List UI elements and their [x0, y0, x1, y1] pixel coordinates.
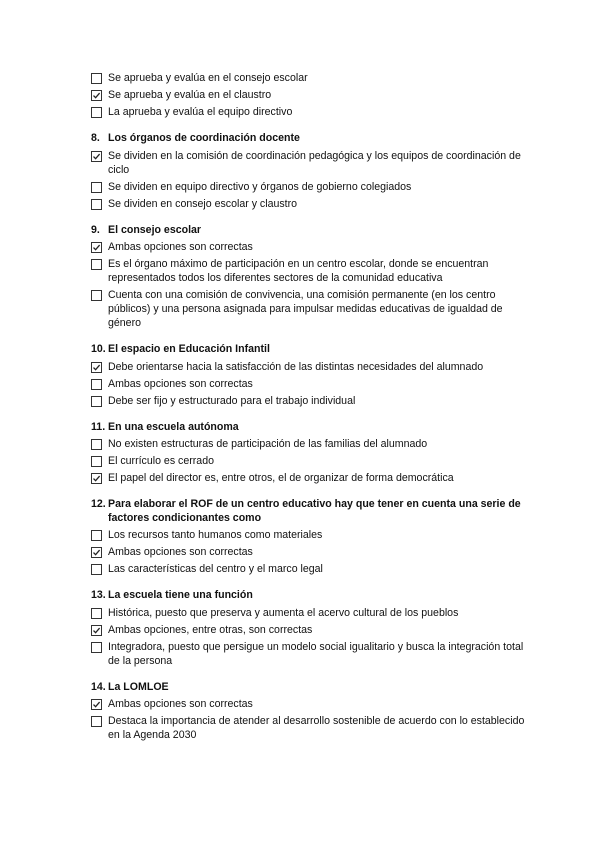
- option-label: Ambas opciones son correctas: [108, 698, 253, 710]
- option-label: El currículo es cerrado: [108, 455, 214, 467]
- checkbox-icon[interactable]: [91, 530, 102, 541]
- option-label: No existen estructuras de participación de las familias del alumnado: [108, 438, 428, 450]
- option-label: El papel del director es, entre otros, el de organizar de forma democrática: [108, 472, 454, 484]
- answer-option[interactable]: [91, 394, 531, 408]
- question-14: [91, 681, 531, 743]
- answer-option[interactable]: [91, 240, 531, 254]
- option-label: Ambas opciones son correctas: [108, 377, 253, 390]
- question-text: La LOMLOE: [108, 680, 169, 693]
- question-title: [91, 681, 531, 695]
- answer-option[interactable]: [91, 88, 531, 102]
- question-continued: [91, 71, 531, 119]
- option-label: Se dividen en la comisión de coordinación pedagógica y los equipos de coordinación de ciclo: [108, 149, 521, 176]
- checkbox-icon[interactable]: [91, 564, 102, 575]
- answer-option[interactable]: [91, 623, 531, 637]
- option-label: Integradora, puesto que persigue un modelo social igualitario y busca la integración total de la persona: [108, 640, 524, 667]
- question-11: [91, 421, 531, 486]
- question-number: 9.: [91, 223, 100, 236]
- checked-checkbox-icon[interactable]: [91, 699, 102, 710]
- checked-checkbox-icon[interactable]: [91, 90, 102, 101]
- option-label: Es el órgano máximo de participación en un centro escolar, donde se encuentran representados todos los diferentes sectores de la comunidad educativa: [108, 258, 489, 284]
- question-text: Los órganos de coordinación docente: [108, 132, 300, 144]
- question-text: El consejo escolar: [108, 223, 202, 236]
- question-title: [91, 421, 531, 435]
- option-label: Ambas opciones, entre otras, son correctas: [108, 623, 313, 636]
- answer-option[interactable]: [91, 562, 531, 576]
- answer-option[interactable]: [91, 257, 531, 285]
- checked-checkbox-icon[interactable]: [91, 242, 102, 253]
- question-number: 10.: [91, 343, 106, 355]
- answer-option[interactable]: [91, 71, 531, 85]
- option-label: Los recursos tanto humanos como materiales: [108, 529, 323, 541]
- checkbox-icon[interactable]: [91, 642, 102, 653]
- checked-checkbox-icon[interactable]: [91, 547, 102, 558]
- answer-option[interactable]: [91, 528, 531, 542]
- checkbox-icon[interactable]: [91, 182, 102, 193]
- question-title: [91, 343, 531, 357]
- option-label: Se aprueba y evalúa en el claustro: [108, 89, 272, 101]
- checkbox-icon[interactable]: [91, 107, 102, 118]
- answer-option[interactable]: [91, 471, 531, 485]
- answer-option[interactable]: [91, 377, 531, 391]
- answer-option[interactable]: [91, 360, 531, 374]
- checkbox-icon[interactable]: [91, 456, 102, 467]
- option-label: Debe orientarse hacia la satisfacción de las distintas necesidades del alumnado: [108, 360, 484, 373]
- question-text: El espacio en Educación Infantil: [108, 343, 270, 355]
- question-text: En una escuela autónoma: [108, 420, 239, 433]
- option-label: Se dividen en equipo directivo y órganos de gobierno colegiados: [108, 180, 412, 193]
- answer-option[interactable]: [91, 180, 531, 194]
- quiz-content: [91, 71, 531, 745]
- checked-checkbox-icon[interactable]: [91, 362, 102, 373]
- option-label: Debe ser fijo y estructurado para el trabajo individual: [108, 394, 356, 407]
- question-text: La escuela tiene una función: [108, 589, 253, 601]
- answer-option[interactable]: [91, 288, 531, 330]
- checkbox-icon[interactable]: [91, 396, 102, 407]
- question-number: 12.: [91, 498, 106, 510]
- question-8: [91, 132, 531, 211]
- checked-checkbox-icon[interactable]: [91, 473, 102, 484]
- question-number: 14.: [91, 680, 106, 693]
- checkbox-icon[interactable]: [91, 439, 102, 450]
- option-label: La aprueba y evalúa el equipo directivo: [108, 106, 293, 118]
- checkbox-icon[interactable]: [91, 608, 102, 619]
- question-text: Para elaborar el ROF de un centro educativo hay que tener en cuenta una serie de factores condicionantes como: [108, 498, 521, 524]
- answer-option[interactable]: [91, 437, 531, 451]
- option-label: Ambas opciones son correctas: [108, 241, 253, 253]
- answer-option[interactable]: [91, 606, 531, 620]
- question-10: [91, 343, 531, 408]
- checkbox-icon[interactable]: [91, 73, 102, 84]
- checkbox-icon[interactable]: [91, 379, 102, 390]
- question-13: [91, 589, 531, 668]
- question-12: [91, 498, 531, 576]
- checkbox-icon[interactable]: [91, 259, 102, 270]
- question-9: [91, 224, 531, 331]
- question-title: [91, 224, 531, 238]
- question-title: [91, 498, 531, 525]
- question-number: 8.: [91, 132, 100, 144]
- answer-option[interactable]: [91, 714, 531, 742]
- checked-checkbox-icon[interactable]: [91, 151, 102, 162]
- question-title: [91, 132, 531, 146]
- question-title: [91, 589, 531, 603]
- checkbox-icon[interactable]: [91, 716, 102, 727]
- option-label: Las características del centro y el marco legal: [108, 563, 323, 575]
- checkbox-icon[interactable]: [91, 199, 102, 210]
- checkbox-icon[interactable]: [91, 290, 102, 301]
- answer-option[interactable]: [91, 105, 531, 119]
- answer-option[interactable]: [91, 545, 531, 559]
- answer-option[interactable]: [91, 197, 531, 211]
- answer-option[interactable]: [91, 640, 531, 668]
- option-label: Destaca la importancia de atender al desarrollo sostenible de acuerdo con lo establecido en la Agenda 2030: [108, 715, 525, 741]
- option-label: Ambas opciones son correctas: [108, 546, 253, 558]
- question-number: 11.: [91, 420, 106, 433]
- answer-option[interactable]: [91, 697, 531, 711]
- option-label: Se dividen en consejo escolar y claustro: [108, 197, 298, 210]
- checked-checkbox-icon[interactable]: [91, 625, 102, 636]
- question-number: 13.: [91, 589, 106, 601]
- option-label: Se aprueba y evalúa en el consejo escolar: [108, 72, 308, 84]
- option-label: Histórica, puesto que preserva y aumenta el acervo cultural de los pueblos: [108, 606, 459, 619]
- option-label: Cuenta con una comisión de convivencia, una comisión permanente (en los centro públicos) y una persona asignada para impulsar medidas educativas de igualdad de género: [108, 289, 503, 329]
- answer-option[interactable]: [91, 454, 531, 468]
- answer-option[interactable]: [91, 149, 531, 177]
